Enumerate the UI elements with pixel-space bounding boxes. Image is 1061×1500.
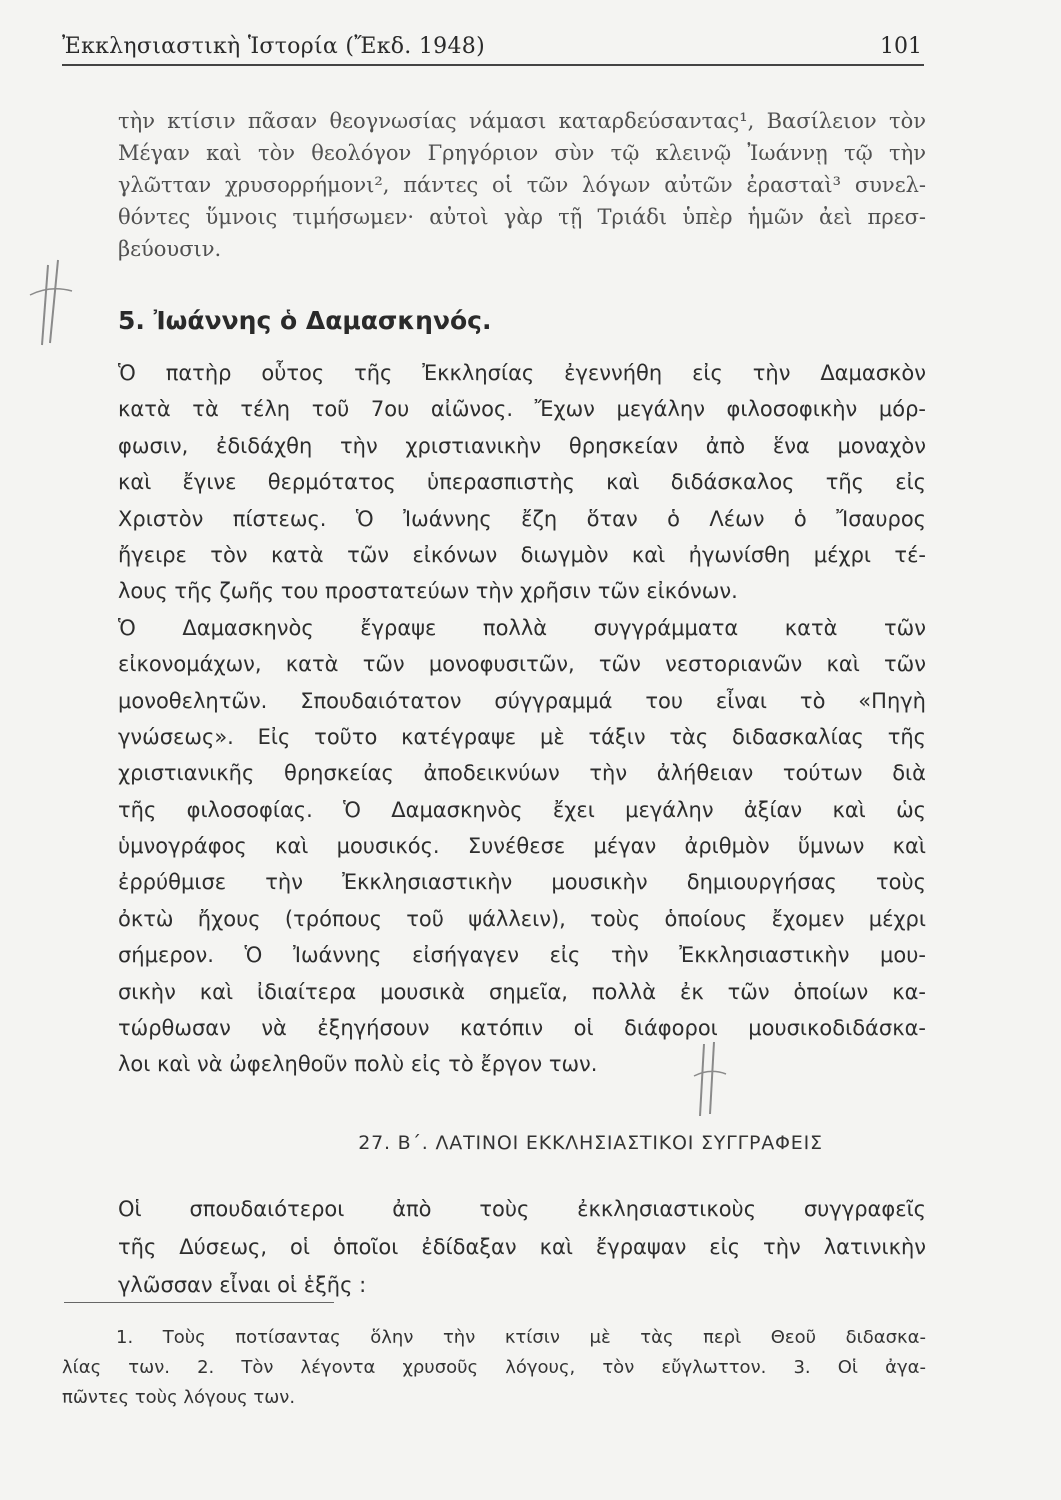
text-line: Μέγαν καὶ τὸν θεολόγον Γρηγόριον σὺν τῷ κλεινῷ Ἰωάννῃ τῷ τὴν — [118, 141, 926, 165]
footnotes — [62, 1323, 926, 1413]
main-paragraph — [118, 355, 926, 1083]
text-line: τὴν κτίσιν πᾶσαν θεογνωσίας νάμασι καταρδεύσαντας¹, Βασίλειον τὸν — [118, 109, 926, 133]
chapter-heading — [0, 1132, 1061, 1154]
text-line: κατὰ τὰ τέλη τοῦ 7ου αἰῶνος. Ἔχων μεγάλην φιλοσοφικὴν μόρ- — [118, 397, 926, 422]
text-line: βεύουσιν. — [118, 237, 222, 261]
text-line: τώρθωσαν νὰ ἐξηγήσουν κατόπιν οἱ διάφοροι μουσικοδιδάσκα- — [118, 1016, 926, 1041]
text-line: γνώσεως». Εἰς τοῦτο κατέγραψε μὲ τάξιν τὰς διδασκαλίας τῆς — [118, 724, 926, 749]
text-line: μονοθελητῶν. Σπουδαιότατον σύγγραμμά του εἶναι τὸ «Πηγὴ — [118, 688, 926, 713]
text-line: χριστιανικῆς θρησκείας ἀποδεικνύων τὴν ἀλήθειαν τούτων διὰ — [118, 761, 926, 786]
text-line: λοι καὶ νὰ ὠφεληθοῦν πολὺ εἰς τὸ ἔργον των. — [118, 1052, 598, 1077]
footnote-line: 1. Τοὺς ποτίσαντας ὅλην τὴν κτίσιν μὲ τὰς περὶ Θεοῦ διδασκα- — [116, 1327, 926, 1348]
text-line: φωσιν, ἐδιδάχθη τὴν χριστιανικὴν θρησκείαν ἀπὸ ἕνα μοναχὸν — [118, 433, 926, 458]
text-line: Χριστὸν πίστεως. Ὁ Ἰωάννης ἔζη ὅταν ὁ Λέων ὁ Ἴσαυρος — [118, 506, 926, 531]
pencil-end-mark — [690, 1040, 730, 1120]
text-line: ἐρρύθμισε τὴν Ἐκκλησιαστικὴν μουσικὴν δημιουργήσας τοὺς — [118, 870, 926, 895]
text-line: σήμερον. Ὁ Ἰωάννης εἰσήγαγεν εἰς τὴν Ἐκκλησιαστικὴν μου- — [118, 943, 926, 968]
text-line: εἰκονομάχων, κατὰ τῶν μονοφυσιτῶν, τῶν νεστοριανῶν καὶ τῶν — [118, 652, 926, 677]
intro-block — [118, 1190, 926, 1304]
text-line: Ὁ πατὴρ οὗτος τῆς Ἐκκλησίας ἐγεννήθη εἰς τὴν Δαμασκὸν — [118, 361, 926, 385]
text-line: γλῶτταν χρυσορρήμονι², πάντες οἱ τῶν λόγων αὐτῶν ἐρασταὶ³ συνελ- — [118, 173, 926, 197]
page-number: 101 — [880, 34, 922, 59]
text-line: τῆς φιλοσοφίας. Ὁ Δαμασκηνὸς ἔχει μεγάλην ἀξίαν καὶ ὡς — [118, 797, 926, 822]
text-line: καὶ ἔγινε θερμότατος ὑπερασπιστὴς καὶ διδάσκαλος τῆς εἰς — [118, 470, 926, 495]
footnote-line: πῶντες τοὺς λόγους των. — [62, 1387, 296, 1408]
text-line: θόντες ὕμνοις τιμήσωμεν· αὐτοὶ γὰρ τῇ Τριάδι ὑπὲρ ἡμῶν ἀεὶ πρεσ- — [118, 205, 926, 229]
text-line: ἤγειρε τὸν κατὰ τῶν εἰκόνων διωγμὸν καὶ ἠγωνίσθη μέχρι τέ- — [118, 542, 926, 567]
header-title: Ἐκκλησιαστικὴ Ἱστορία (Ἔκδ. 1948) — [62, 34, 485, 59]
continued-paragraph — [118, 105, 926, 265]
text-line: λους τῆς ζωῆς του προστατεύων τὴν χρῆσιν τῶν εἰκόνων. — [118, 579, 738, 604]
footnote-line: λίας των. 2. Τὸν λέγοντα χρυσοῦς λόγους, τὸν εὔγλωττον. 3. Οἱ ἀγα- — [62, 1357, 926, 1378]
text-line: γλῶσσαν εἶναι οἱ ἑξῆς : — [118, 1273, 367, 1297]
text-line: Οἱ σπουδαιότεροι ἀπὸ τοὺς ἐκκλησιαστικοὺς συγγραφεῖς — [118, 1197, 926, 1221]
running-header — [62, 30, 924, 66]
footnote-rule — [64, 1302, 334, 1303]
chapter-heading-text: 27. Β΄. ΛΑΤΙΝΟΙ ΕΚΚΛΗΣΙΑΣΤΙΚΟΙ ΣΥΓΓΡΑΦΕΙΣ — [358, 1132, 823, 1154]
text-line: σικὴν καὶ ἰδιαίτερα μουσικὰ σημεῖα, πολλὰ ἐκ τῶν ὁποίων κα- — [118, 979, 926, 1004]
text-line: ὑμνογράφος καὶ μουσικός. Συνέθεσε μέγαν ἀριθμὸν ὕμνων καὶ — [118, 834, 926, 859]
text-line: ὀκτὼ ἤχους (τρόπους τοῦ ψάλλειν), τοὺς ὁποίους ἔχομεν μέχρι — [118, 906, 926, 931]
text-line: τῆς Δύσεως, οἱ ὁποῖοι ἐδίδαξαν καὶ ἔγραψαν εἰς τὴν λατινικὴν — [118, 1235, 926, 1259]
section-title: 5. Ἰωάννης ὁ Δαμασκηνός. — [118, 306, 492, 335]
pencil-margin-mark — [20, 255, 80, 355]
text-line: Ὁ Δαμασκηνὸς ἔγραψε πολλὰ συγγράμματα κατὰ τῶν — [118, 615, 926, 640]
